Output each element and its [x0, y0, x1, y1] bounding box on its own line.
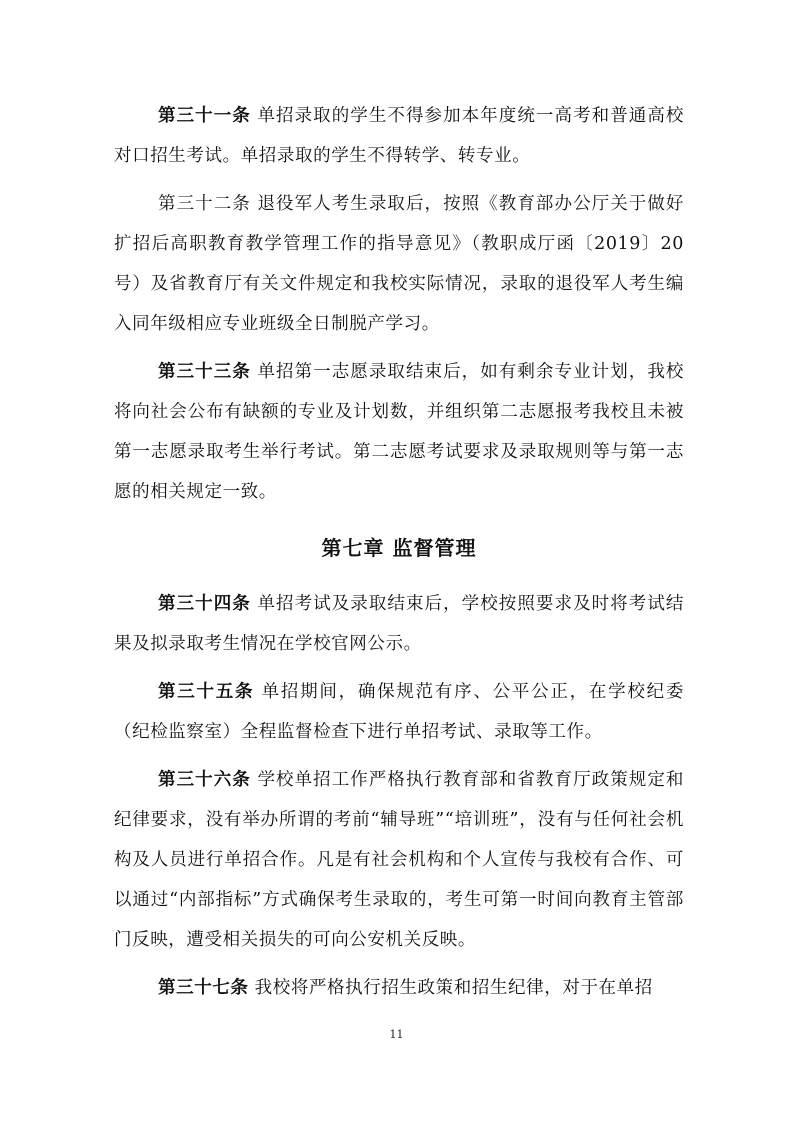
article-32: [114, 184, 684, 344]
article-35: [114, 672, 684, 752]
article-text: 我校将严格执行招生政策和招生纪律，对于在单招: [248, 978, 653, 998]
article-34: [114, 584, 684, 664]
article-heading: 第三十五条: [158, 682, 255, 702]
article-heading: 第三十四条: [158, 594, 251, 614]
article-33: [114, 352, 684, 512]
article-text: 单招录取的学生不得参加本年度统一高考和普通高校对口招生考试。单招录取的学生不得转学、转专业。: [114, 106, 684, 166]
page-number: 11: [389, 1028, 404, 1041]
article-31: [114, 96, 684, 176]
article-text: 单招期间，确保规范有序、公平公正，在学校纪委（纪检监察室）全程监督检查下进行单招考试、录取等工作。: [114, 682, 684, 742]
article-heading: 第三十一条: [158, 106, 251, 126]
article-heading: 第三十七条: [158, 978, 249, 998]
article-text: 学校单招工作严格执行教育部和省教育厅政策规定和纪律要求，没有举办所谓的考前“辅导班”“培训班”，没有与任何社会机构及人员进行单招合作。凡是有社会机构和个人宣传与我校有合作、可以通过“内部指标”方式确保考生录取的，考生可第一时间向教育主管部门反映，遭受相关损失的可向公安机关反映。: [114, 770, 684, 950]
article-text: 单招第一志愿录取结束后，如有剩余专业计划，我校将向社会公布有缺额的专业及计划数，并组织第二志愿报考我校且未被第一志愿录取考生举行考试。第二志愿考试要求及录取规则等与第一志愿的相关规定一致。: [114, 362, 684, 502]
article-36: [114, 760, 684, 960]
chapter-title: 第七章 监督管理: [321, 536, 477, 560]
article-text: 单招考试及录取结束后，学校按照要求及时将考试结果及拟录取考生情况在学校官网公示。: [114, 594, 684, 654]
article-37: [114, 968, 684, 1008]
article-text: 第三十二条 退役军人考生录取后，按照《教育部办公厅关于做好扩招后高职教育教学管理工作的指导意见》（教职成厅函〔2019〕20号）及省教育厅有关文件规定和我校实际情况，录取的退役军人考生编入同年级相应专业班级全日制脱产学习。: [114, 194, 684, 334]
article-heading: 第三十三条: [158, 362, 251, 382]
document-body: [114, 96, 684, 1008]
article-heading: 第三十六条: [158, 770, 251, 790]
